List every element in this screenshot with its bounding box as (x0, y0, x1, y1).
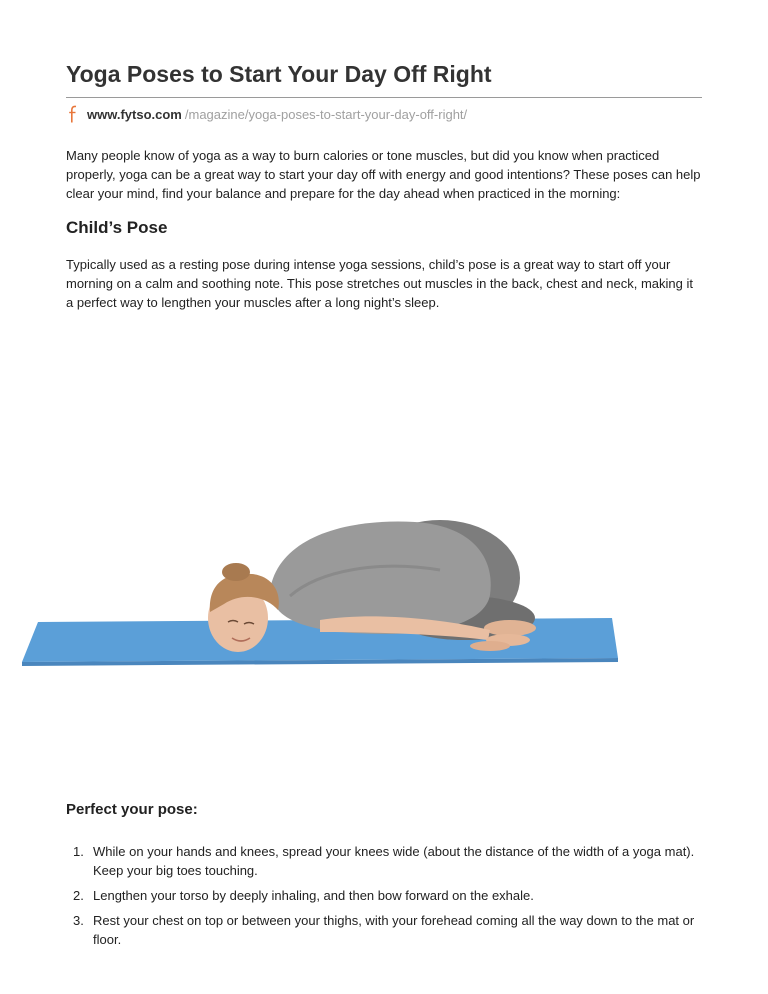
url-domain[interactable]: www.fytso.com (87, 106, 182, 122)
page-title: Yoga Poses to Start Your Day Off Right (66, 61, 492, 87)
list-item (66, 886, 696, 905)
section-heading: Child’s Pose (66, 218, 168, 237)
step-number: 2. (73, 888, 84, 903)
fytso-logo-icon (68, 105, 78, 123)
steps-list (66, 842, 696, 955)
list-item (66, 842, 696, 880)
steps-heading: Perfect your pose: (66, 801, 198, 818)
section-paragraph: Typically used as a resting pose during intense yoga sessions, child’s pose is a great way to start off your morning on a calm and soothing note. This pose stretches out muscles in the back, chest and neck, making it a perfect way to lengthen your muscles after a long night’s sleep. (66, 257, 693, 310)
intro-paragraph: Many people know of yoga as a way to burn calories or tone muscles, but did you know when practiced properly, yoga can be a great way to start your day off with energy and good intentions? These poses can help clear your mind, find your balance and prepare for the day ahead when practiced in the morning: (66, 148, 701, 201)
list-item (66, 911, 696, 949)
step-text: Lengthen your torso by deeply inhaling, and then bow forward on the exhale. (93, 888, 534, 903)
source-url[interactable] (68, 104, 467, 124)
childs-pose-photo (20, 500, 640, 680)
step-number: 1. (73, 844, 84, 859)
step-text: While on your hands and knees, spread your knees wide (about the distance of the width of a yoga mat). Keep your big toes touching. (93, 844, 695, 878)
step-text: Rest your chest on top or between your thighs, with your forehead coming all the way down to the mat or floor. (93, 913, 695, 947)
step-number: 3. (73, 913, 84, 928)
title-divider (66, 97, 702, 98)
url-path[interactable]: /magazine/yoga-poses-to-start-your-day-off-right/ (184, 106, 468, 122)
